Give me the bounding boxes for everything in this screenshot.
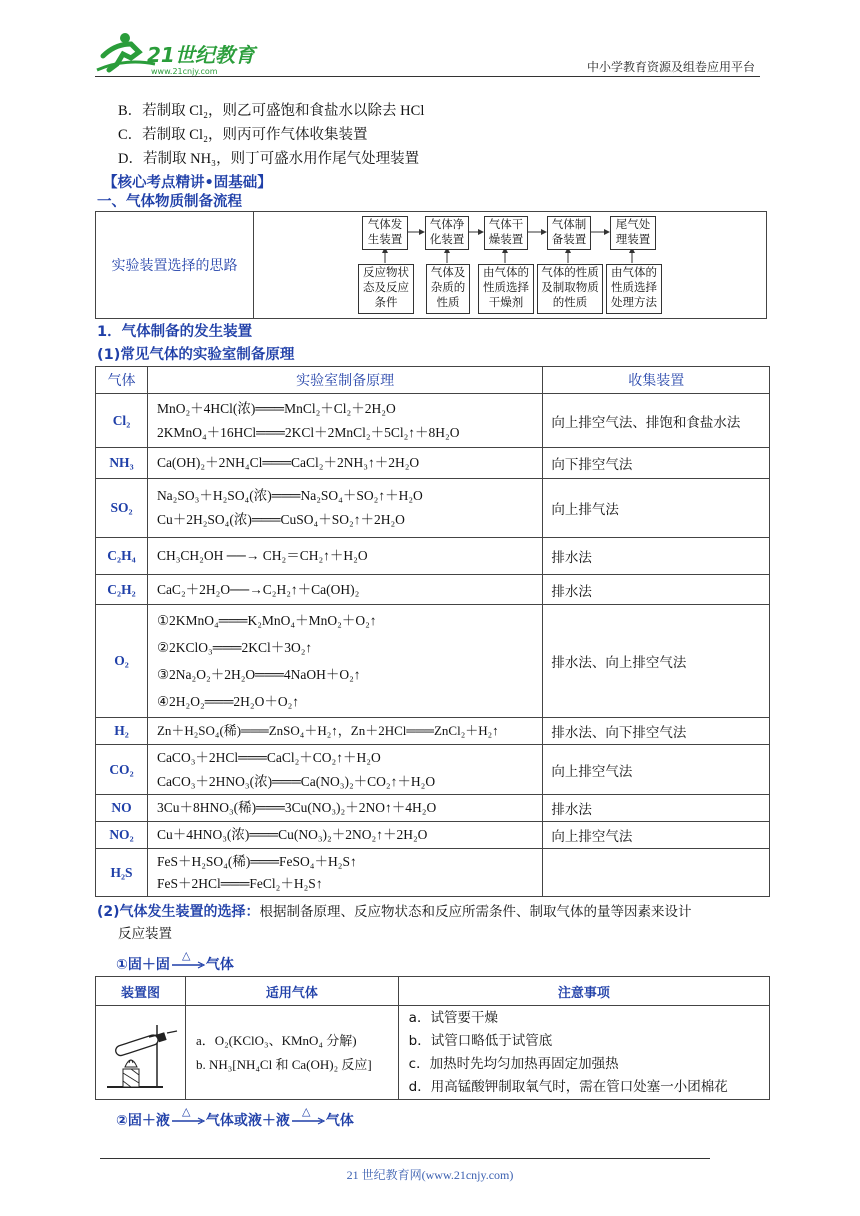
- footer-text[interactable]: 21 世纪教育网(www.21cnjy.com): [346, 1168, 514, 1182]
- flow-diagram: [95, 211, 767, 319]
- svg-text:△: △: [181, 1106, 191, 1118]
- flow-step-3: 气体干燥装置: [484, 216, 528, 250]
- note-b: b．试管口略低于试管底: [408, 1032, 553, 1049]
- table-row: [96, 394, 770, 448]
- footer-divider: [100, 1158, 710, 1159]
- table-row: [96, 538, 770, 575]
- table-row: [96, 745, 770, 795]
- sub-heading-1a: (1)常见气体的实验室制备原理: [97, 347, 295, 363]
- para2-lead: (2)气体发生装置的选择：: [97, 904, 260, 920]
- apparatus-cell: [96, 1006, 186, 1100]
- flow-step-5: 尾气处理装置: [610, 216, 656, 250]
- collect-cell: 向上排气法: [543, 479, 770, 538]
- para2-line1: [97, 900, 692, 921]
- collect-cell: 排水法: [543, 795, 770, 822]
- eq-line: ①2KMnO₄═══K₂MnO₄＋MnO₂＋O₂↑: [156, 613, 377, 628]
- flow-basis-3: 由气体的性质选择干燥剂: [478, 264, 534, 314]
- collect-cell: 排水法、向上排空气法: [543, 605, 770, 718]
- flow-step-1: 气体发生装置: [362, 216, 408, 250]
- logo-url: www.21cnjy.com: [151, 67, 218, 76]
- collect-cell: 向上排空气法: [543, 745, 770, 795]
- table-row: [96, 795, 770, 822]
- heat-arrow-icon: [290, 1106, 326, 1128]
- gas-cell: NO: [96, 795, 148, 822]
- gas-cell: H₂S: [96, 849, 148, 897]
- eq-line: Cu＋4HNO₃(浓)═══Cu(NO₃)₂＋2NO₂↑＋2H₂O: [156, 827, 428, 842]
- collect-cell: [543, 849, 770, 897]
- eq-line: Ca(OH)₂＋2NH₄Cl═══CaCl₂＋2NH₃↑＋2H₂O: [156, 455, 420, 470]
- collect-cell: 排水法: [543, 538, 770, 575]
- site-logo: [95, 30, 260, 78]
- sub-heading-1: 1．气体制备的发生装置: [97, 324, 253, 340]
- table-row: [96, 448, 770, 479]
- collect-cell: 排水法: [543, 575, 770, 605]
- gas-cell: Cl₂: [96, 394, 148, 448]
- collect-cell: 向上排空气法: [543, 822, 770, 849]
- th-diagram: 装置图: [96, 977, 186, 1006]
- core-heading: 【核心考点精讲•固基础】: [103, 175, 272, 191]
- table-row: [96, 575, 770, 605]
- eq-line: CH₃CH₂OH ──→ CH₂＝CH₂↑＋H₂O: [156, 548, 368, 563]
- collect-cell: 向下排空气法: [543, 448, 770, 479]
- option-b: B．若制取 Cl₂，则乙可盛饱和食盐水以除去 HCl: [118, 103, 425, 119]
- gas-cell: SO₂: [96, 479, 148, 538]
- eq-line: ②2KClO₃═══2KCl＋3O₂↑: [156, 640, 313, 655]
- th-collect: 收集装置: [543, 367, 770, 394]
- svg-text:△: △: [181, 950, 191, 962]
- para2-text2: 反应装置: [118, 926, 172, 942]
- gas-prep-table: [95, 366, 770, 897]
- gas-cell: O₂: [96, 605, 148, 718]
- option-c: C．若制取 Cl₂，则丙可作气体收集装置: [118, 127, 368, 143]
- flow-basis-5: 由气体的性质选择处理方法: [606, 264, 662, 314]
- gas-cell: H₂: [96, 718, 148, 745]
- gas-cell: NH₃: [96, 448, 148, 479]
- item2-left: ②固＋液: [116, 1113, 170, 1129]
- flow-step-4: 气体制备装置: [547, 216, 591, 250]
- apparatus-image: [101, 1011, 179, 1091]
- flow-step-2: 气体净化装置: [425, 216, 469, 250]
- table-row: [96, 605, 770, 718]
- eq-line: ④2H₂O₂═══2H₂O＋O₂↑: [156, 694, 300, 709]
- item1-left: ①固＋固: [116, 957, 170, 973]
- logo-text: 21世纪教育: [147, 43, 255, 67]
- heat-arrow-icon: [170, 1106, 206, 1128]
- eq-line: FeS＋H₂SO₄(稀)═══FeSO₄＋H₂S↑: [156, 853, 357, 869]
- eq-line: FeS＋2HCl═══FeCl₂＋H₂S↑: [156, 875, 323, 891]
- item1-right: 气体: [205, 957, 234, 973]
- note-c: c．加热时先均匀加热再固定加强热: [408, 1055, 619, 1072]
- flow-basis-1: 反应物状态及反应条件: [358, 264, 414, 314]
- th-gas: 气体: [96, 367, 148, 394]
- suitable-gas-a: a．O₂(KClO₃、KMnO₄ 分解): [195, 1032, 357, 1048]
- gas-cell: C₂H₂: [96, 575, 148, 605]
- note-d: d．用高锰酸钾制取氧气时，需在管口处塞一小团棉花: [408, 1078, 728, 1095]
- section-one-title: 一、气体物质制备流程: [97, 194, 242, 210]
- collect-cell: 向上排空气法、排饱和食盐水法: [543, 394, 770, 448]
- table-row: [96, 479, 770, 538]
- gas-cell: CO₂: [96, 745, 148, 795]
- suitable-gas-b: b. NH₃[NH₄Cl 和 Ca(OH)₂ 反应]: [195, 1056, 372, 1072]
- table-row: [96, 849, 770, 897]
- header-divider: [95, 76, 760, 77]
- header-platform-text: 中小学教育资源及组卷应用平台: [586, 60, 755, 74]
- item1-heading: [116, 950, 234, 974]
- th-notes: 注意事项: [398, 977, 769, 1006]
- eq-line: Na₂SO₃＋H₂SO₄(浓)═══Na₂SO₄＋SO₂↑＋H₂O: [156, 488, 423, 503]
- th-gas: 适用气体: [185, 977, 398, 1006]
- collect-cell: 排水法、向下排空气法: [543, 718, 770, 745]
- heat-arrow-icon: [170, 950, 206, 972]
- option-d: D．若制取 NH₃，则丁可盛水用作尾气处理装置: [118, 151, 420, 167]
- para2-text1: 根据制备原理、反应物状态和反应所需条件、制取气体的量等因素来设计: [259, 904, 692, 920]
- gas-cell: NO₂: [96, 822, 148, 849]
- eq-line: CaC₂＋2H₂O──→C₂H₂↑＋Ca(OH)₂: [156, 581, 360, 597]
- item2-heading: [116, 1106, 354, 1130]
- eq-line: CaCO₃＋2HCl═══CaCl₂＋CO₂↑＋H₂O: [156, 749, 381, 765]
- eq-line: 2KMnO₄＋16HCl═══2KCl＋2MnCl₂＋5Cl₂↑＋8H₂O: [156, 424, 460, 440]
- eq-line: ③2Na₂O₂＋2H₂O═══4NaOH＋O₂↑: [156, 667, 361, 682]
- item2-right: 气体: [325, 1113, 354, 1129]
- item2-mid: 气体或液＋液: [205, 1113, 290, 1129]
- th-principle: 实验室制备原理: [147, 367, 542, 394]
- gas-cell: C₂H₄: [96, 538, 148, 575]
- eq-line: Cu＋2H₂SO₄(浓)═══CuSO₄＋SO₂↑＋2H₂O: [156, 512, 405, 527]
- flow-left-label: 实验装置选择的思路: [96, 212, 254, 318]
- solid-solid-table: [95, 976, 770, 1100]
- svg-text:△: △: [301, 1106, 311, 1118]
- eq-line: Zn＋H₂SO₄(稀)═══ZnSO₄＋H₂↑，Zn＋2HCl═══ZnCl₂＋H₂↑: [156, 723, 499, 738]
- table-row: [96, 822, 770, 849]
- flow-basis-4: 气体的性质及制取物质的性质: [537, 264, 603, 314]
- eq-line: MnO₂＋4HCl(浓)═══MnCl₂＋Cl₂＋2H₂O: [156, 400, 396, 416]
- eq-line: CaCO₃＋2HNO₃(浓)═══Ca(NO₃)₂＋CO₂↑＋H₂O: [156, 773, 436, 789]
- table-row: [96, 718, 770, 745]
- note-a: a．试管要干燥: [408, 1009, 498, 1026]
- flow-basis-2: 气体及杂质的性质: [426, 264, 470, 314]
- eq-line: 3Cu＋8HNO₃(稀)═══3Cu(NO₃)₂＋2NO↑＋4H₂O: [156, 800, 437, 815]
